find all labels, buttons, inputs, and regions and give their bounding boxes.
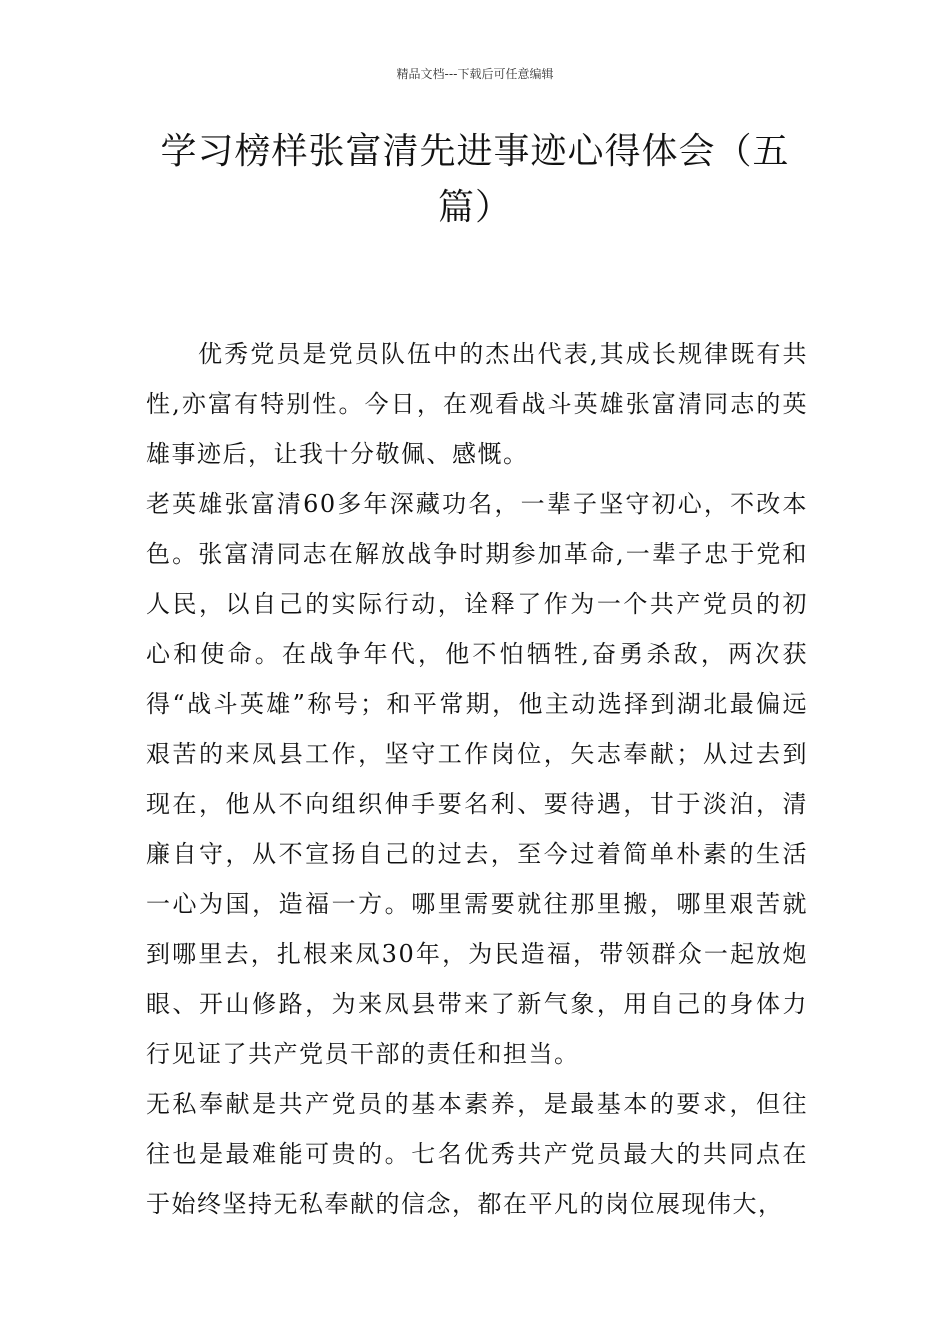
paragraph-intro: 优秀党员是党员队伍中的杰出代表,其成长规律既有共性,亦富有特别性。今日，在观看战斗英雄张富清同志的英雄事迹后，让我十分敬佩、感慨。 [146, 340, 808, 468]
document-title: 学习榜样张富清先进事迹心得体会（五篇） [160, 131, 790, 228]
paragraph-hero-story: 老英雄张富清60多年深藏功名，一辈子坚守初心，不改本色。张富清同志在解放战争时期参加革命,一辈子忠于党和人民，以自己的实际行动，诠释了作为一个共产党员的初心和使命。在战争年代，他不怕牺牲,奋勇杀敌，两次获得“战斗英雄”称号；和平常期，他主动选择到湖北最偏远艰苦的来凤县工作，坚守工作岗位，矢志奉献；从过去到现在，他从不向组织伸手要名利、要待遇，甘于淡泊，清廉自守，从不宣扬自己的过去，至今过着简单朴素的生活一心为国，造福一方。哪里需要就往那里搬，哪里艰苦就到哪里去，扎根来凤30年，为民造福，带领群众一起放炮眼、开山修路，为来凤县带来了新气象，用自己的身体力行见证了共产党员干部的责任和担当。 [146, 490, 808, 1068]
header-watermark: 精品文档---下载后可任意编辑 [396, 67, 554, 81]
document-body [146, 329, 808, 1229]
paragraph-dedication: 无私奉献是共产党员的基本素养，是最基本的要求，但往往也是最难能可贵的。七名优秀共产党员最大的共同点在于始终坚持无私奉献的信念，都在平凡的岗位展现伟大， [146, 1090, 808, 1218]
